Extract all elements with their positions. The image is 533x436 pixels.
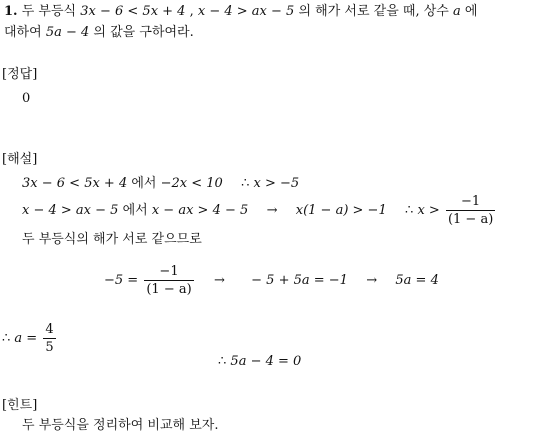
- solution-equation: [104, 264, 439, 297]
- solution-label: [해설]: [2, 152, 38, 167]
- step2-lhs: x >: [417, 203, 440, 218]
- equation-denominator: (1 − a): [146, 282, 192, 297]
- step2-fraction: [446, 194, 495, 227]
- equation-middle: − 5 + 5a = −1: [251, 273, 348, 288]
- step1-middle: −2x < 10: [160, 176, 223, 191]
- question-text: 에: [464, 4, 478, 19]
- therefore-symbol: ∴: [2, 331, 11, 346]
- equation-lhs: −5 =: [104, 273, 139, 288]
- equation-numerator: −1: [159, 264, 179, 279]
- constant-a: a: [452, 4, 461, 19]
- arrow-symbol: →: [366, 273, 378, 288]
- step1-word: 에서: [131, 176, 157, 191]
- therefore-symbol: ∴: [405, 203, 414, 218]
- final-expression: 5a − 4 = 0: [230, 354, 302, 369]
- step2-factored: x(1 − a) > −1: [295, 203, 387, 218]
- a-numerator: 4: [45, 322, 54, 337]
- step1-result: x > −5: [253, 176, 300, 191]
- therefore-symbol: ∴: [241, 176, 250, 191]
- answer-value: 0: [22, 91, 31, 106]
- target-expression: 5a − 4: [45, 25, 90, 40]
- step2-middle: x − ax > 4 − 5: [151, 203, 249, 218]
- separator: ,: [189, 4, 194, 19]
- therefore-symbol: ∴: [218, 354, 227, 369]
- arrow-symbol: →: [213, 273, 225, 288]
- inequality-1: 3x − 6 < 5x + 4: [80, 4, 186, 19]
- arrow-symbol: →: [266, 203, 278, 218]
- inequality-2: x − 4 > ax − 5: [197, 4, 295, 19]
- solution-step-1: [22, 176, 299, 192]
- solution-a-value: [2, 322, 58, 355]
- question-text: 두 부등식: [21, 4, 77, 19]
- step2-inequality: x − 4 > ax − 5: [22, 203, 119, 218]
- a-fraction: [43, 322, 55, 355]
- equation-fraction: [144, 264, 193, 297]
- step2-word: 에서: [122, 203, 148, 218]
- question-text: 대하여: [4, 25, 42, 40]
- equation-result: 5a = 4: [395, 273, 439, 288]
- question-text: 의 해가 서로 같을 때, 상수: [298, 4, 449, 19]
- question-line-1: [4, 4, 477, 20]
- step1-inequality: 3x − 6 < 5x + 4: [22, 176, 128, 191]
- solution-step-3: 두 부등식의 해가 서로 같으므로: [22, 232, 202, 247]
- solution-final: [218, 354, 301, 370]
- a-lhs: a =: [14, 331, 38, 346]
- hint-text: 두 부등식을 정리하여 비교해 보자.: [22, 418, 219, 433]
- step2-denominator: (1 − a): [447, 212, 494, 227]
- answer-label: [정답]: [2, 67, 38, 82]
- solution-step-2: [22, 194, 497, 227]
- question-text: 의 값을 구하여라.: [93, 25, 194, 40]
- question-line-2: [4, 25, 194, 41]
- question-number: 1.: [4, 4, 18, 19]
- step2-numerator: −1: [461, 194, 481, 209]
- a-denominator: 5: [45, 340, 54, 355]
- hint-label: [힌트]: [2, 398, 38, 413]
